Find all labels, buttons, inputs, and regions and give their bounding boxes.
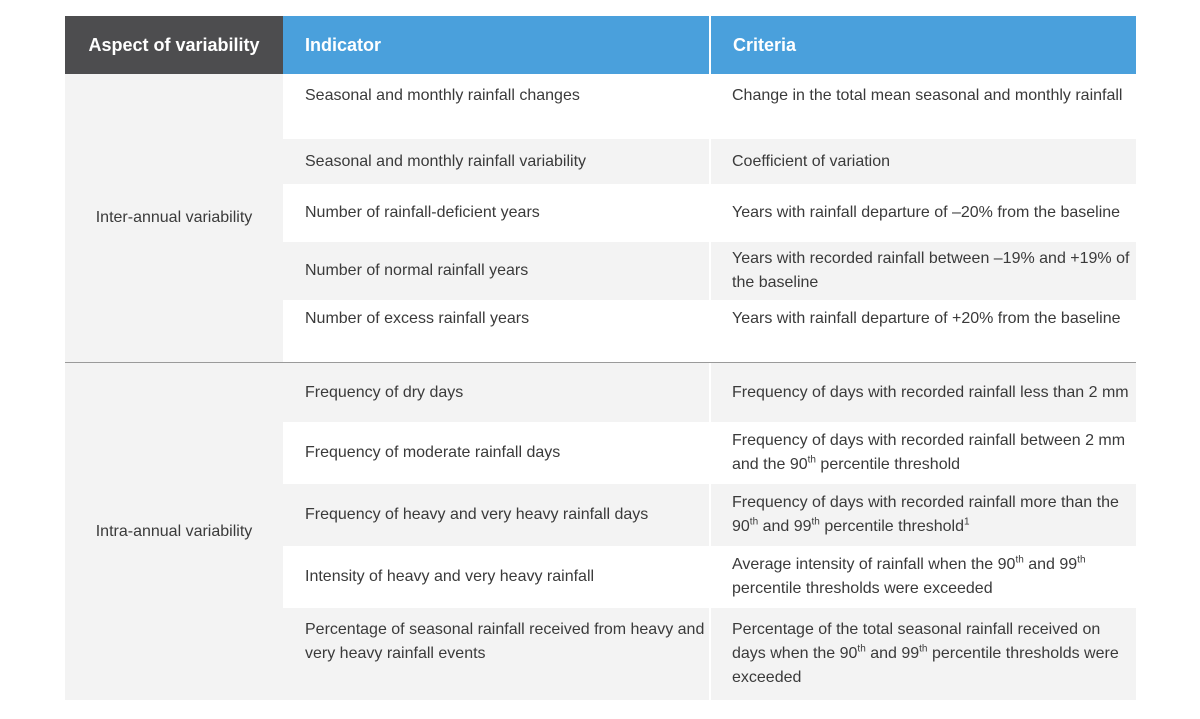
indicator-cell: Intensity of heavy and very heavy rainfall xyxy=(305,568,595,585)
criteria-cell: Frequency of days with recorded rainfall between 2 mm and the 90th percentile threshold xyxy=(732,432,1126,473)
table-row xyxy=(283,608,1136,700)
indicator-cell: Number of normal rainfall years xyxy=(283,242,709,300)
criteria-cell: Frequency of days with recorded rainfall less than 2 mm xyxy=(711,363,1136,422)
table-row xyxy=(283,242,1136,300)
indicator-cell: Number of excess rainfall years xyxy=(305,310,530,327)
criteria-cell: Coefficient of variation xyxy=(711,139,1136,184)
aspect-label: Intra-annual variability xyxy=(65,363,283,700)
table-row xyxy=(283,184,1136,242)
indicator-cell: Percentage of seasonal rainfall received from heavy and very heavy rainfall events xyxy=(283,608,709,700)
aspect-label: Inter-annual variability xyxy=(65,74,283,362)
criteria-cell: Average intensity of rainfall when the 90th and 99th percentile thresholds were exceeded xyxy=(732,554,1086,597)
indicator-cell: Frequency of moderate rainfall days xyxy=(305,444,561,461)
criteria-cell: Years with rainfall departure of +20% from the baseline xyxy=(732,310,1121,327)
table-row xyxy=(283,484,1136,546)
group-inter-annual xyxy=(65,74,1136,363)
indicator-cell: Frequency of dry days xyxy=(283,363,709,422)
indicator-cell: Number of rainfall-deficient years xyxy=(305,204,540,221)
indicator-cell: Seasonal and monthly rainfall variability xyxy=(283,139,709,184)
indicator-cell: Frequency of heavy and very heavy rainfall days xyxy=(283,484,709,546)
table-header xyxy=(65,16,1136,74)
indicator-cell: Seasonal and monthly rainfall changes xyxy=(305,87,580,104)
header-criteria: Criteria xyxy=(711,16,1136,74)
table-row xyxy=(283,74,1136,139)
header-aspect: Aspect of variability xyxy=(65,16,283,74)
header-indicator: Indicator xyxy=(283,16,709,74)
criteria-cell: Change in the total mean seasonal and monthly rainfall xyxy=(732,87,1123,104)
table-row xyxy=(283,139,1136,184)
group-intra-annual xyxy=(65,363,1136,700)
variability-table xyxy=(65,16,1136,700)
table-row xyxy=(283,300,1136,362)
criteria-cell: Years with recorded rainfall between –19% and +19% of the baseline xyxy=(711,242,1136,300)
table-row xyxy=(283,422,1136,484)
table-row xyxy=(283,546,1136,608)
criteria-cell: Years with rainfall departure of –20% from the baseline xyxy=(732,204,1121,221)
table-row xyxy=(283,363,1136,422)
criteria-cell: Frequency of days with recorded rainfall more than the 90th and 99th percentile threshold$^1$ xyxy=(711,484,1136,546)
criteria-cell: Percentage of the total seasonal rainfall received on days when the 90th and 99th percentile thresholds were exceeded xyxy=(711,608,1136,700)
